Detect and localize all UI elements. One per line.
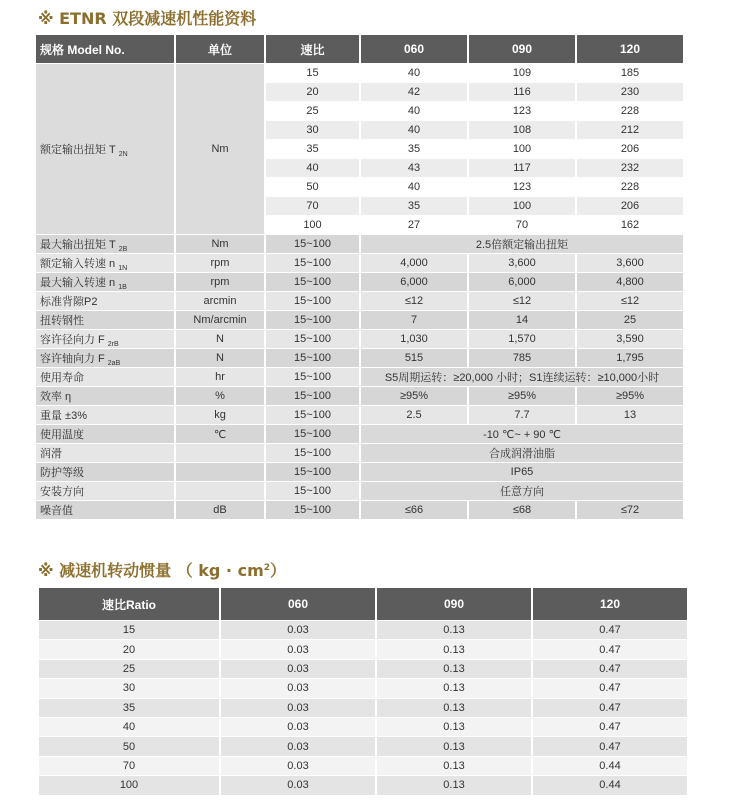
inertia-120: 0.44 <box>533 776 687 794</box>
spec-row <box>36 463 683 481</box>
spec-ratio: 15~100 <box>266 235 359 253</box>
spec-row <box>36 406 683 424</box>
spec-unit: % <box>176 387 264 405</box>
value-060: 42 <box>361 83 467 101</box>
value-060: 35 <box>361 140 467 158</box>
inertia-title-end: ） <box>270 561 287 580</box>
row-label-text: 噪音值 <box>40 505 73 517</box>
inertia-060: 0.03 <box>221 621 375 639</box>
inertia-090: 0.13 <box>377 679 531 697</box>
row-label-text: 标准背隙P2 <box>40 296 98 308</box>
spec-row <box>36 330 683 348</box>
spec-value-090: 3,600 <box>469 254 575 272</box>
inertia-120: 0.47 <box>533 660 687 678</box>
value-090: 116 <box>469 83 575 101</box>
row-label-text: 防护等级 <box>40 467 84 479</box>
spec-value-090: ≥95% <box>469 387 575 405</box>
spec-value-120: ≤72 <box>577 501 683 519</box>
spec-label <box>36 330 174 348</box>
inertia-row <box>39 660 687 678</box>
inertia-row <box>39 737 687 755</box>
spec-label <box>36 349 174 367</box>
spec-value-060: ≤66 <box>361 501 467 519</box>
spec-merged-value: 2.5倍额定输出扭矩 <box>361 235 683 253</box>
inertia-ratio: 15 <box>39 621 219 639</box>
row-label-text: 重量 ±3% <box>40 410 87 422</box>
spec-label <box>36 368 174 386</box>
inertia-row <box>39 679 687 697</box>
inertia-row <box>39 757 687 775</box>
inertia-ratio: 50 <box>39 737 219 755</box>
spec-value-120: 4,800 <box>577 273 683 291</box>
spec-unit: hr <box>176 368 264 386</box>
spec-merged-value: IP65 <box>361 463 683 481</box>
spec-value-060: ≤12 <box>361 292 467 310</box>
header-ratio: 速比 <box>266 35 359 63</box>
spec-row <box>36 482 683 500</box>
spec-ratio: 15~100 <box>266 444 359 462</box>
row-label-text: 使用温度 <box>40 429 84 441</box>
row-label-sub: 2B <box>118 245 128 253</box>
inertia-060: 0.03 <box>221 699 375 717</box>
value-060: 35 <box>361 197 467 215</box>
spec-value-120: 1,795 <box>577 349 683 367</box>
inertia-120: 0.47 <box>533 621 687 639</box>
inertia-ratio: 40 <box>39 718 219 736</box>
spec-label <box>36 482 174 500</box>
spec-value-090: 1,570 <box>469 330 575 348</box>
inertia-090: 0.13 <box>377 660 531 678</box>
spec-row <box>36 273 683 291</box>
spec-ratio: 15~100 <box>266 368 359 386</box>
inertia-060: 0.03 <box>221 757 375 775</box>
spec-merged-value: 任意方向 <box>361 482 683 500</box>
spec-label <box>36 463 174 481</box>
spec-label <box>36 292 174 310</box>
performance-title: ※ ETNR 双段减速机性能资料 <box>38 9 257 28</box>
spec-value-060: 1,030 <box>361 330 467 348</box>
spec-row <box>36 425 683 443</box>
inertia-title <box>38 558 286 581</box>
value-120: 230 <box>577 83 683 101</box>
spec-ratio: 15~100 <box>266 330 359 348</box>
spec-ratio: 15~100 <box>266 387 359 405</box>
value-120: 228 <box>577 102 683 120</box>
spec-value-120: 13 <box>577 406 683 424</box>
spec-merged-value: S5周期运转：≥20,000 小时；S1连续运转：≥10,000小时 <box>361 368 683 386</box>
row-label-text: 润滑 <box>40 448 62 460</box>
spec-unit: Nm/arcmin <box>176 311 264 329</box>
spec-ratio: 15~100 <box>266 349 359 367</box>
value-120: 232 <box>577 159 683 177</box>
spec-value-120: ≥95% <box>577 387 683 405</box>
value-090: 108 <box>469 121 575 139</box>
spec-value-120: 3,590 <box>577 330 683 348</box>
ratio-cell: 25 <box>266 102 359 120</box>
spec-ratio: 15~100 <box>266 406 359 424</box>
row-label-sub: 2rB <box>107 340 119 348</box>
row-label-sub: 2N <box>118 150 128 158</box>
spec-label <box>36 273 174 291</box>
inertia-header-120: 120 <box>533 588 687 620</box>
inertia-title-text: ※ 减速机转动惯量 （ kg · cm <box>38 561 264 580</box>
value-090: 117 <box>469 159 575 177</box>
spec-value-090: ≤68 <box>469 501 575 519</box>
inertia-060: 0.03 <box>221 640 375 658</box>
inertia-ratio: 35 <box>39 699 219 717</box>
header-unit: 单位 <box>176 35 264 63</box>
value-090: 109 <box>469 64 575 82</box>
value-060: 40 <box>361 64 467 82</box>
spec-value-120: 3,600 <box>577 254 683 272</box>
row-label-text: 容许轴向力 F <box>40 352 105 365</box>
row-label-text: 扭转钢性 <box>40 315 84 327</box>
spec-value-060: 7 <box>361 311 467 329</box>
spec-value-090: 6,000 <box>469 273 575 291</box>
row-label-sub: 2aB <box>107 359 121 367</box>
inertia-row <box>39 621 687 639</box>
spec-ratio: 15~100 <box>266 292 359 310</box>
spec-unit <box>176 444 264 462</box>
row-label-sub: 1B <box>118 283 127 291</box>
value-090: 123 <box>469 102 575 120</box>
value-060: 40 <box>361 121 467 139</box>
spec-row <box>36 349 683 367</box>
ratio-cell: 20 <box>266 83 359 101</box>
ratio-cell: 50 <box>266 178 359 196</box>
spec-row <box>36 368 683 386</box>
value-090: 70 <box>469 216 575 234</box>
row-label-text: 额定输入转速 n <box>40 257 116 270</box>
value-060: 43 <box>361 159 467 177</box>
header-090: 090 <box>469 35 575 63</box>
spec-ratio: 15~100 <box>266 463 359 481</box>
rated-torque-unit: Nm <box>176 64 264 234</box>
spec-unit: rpm <box>176 273 264 291</box>
spec-row <box>36 311 683 329</box>
ratio-cell: 35 <box>266 140 359 158</box>
spec-unit: N <box>176 330 264 348</box>
spec-label <box>36 254 174 272</box>
ratio-cell: 30 <box>266 121 359 139</box>
spec-row <box>36 387 683 405</box>
value-120: 206 <box>577 140 683 158</box>
ratio-cell: 40 <box>266 159 359 177</box>
spec-unit <box>176 463 264 481</box>
spec-ratio: 15~100 <box>266 311 359 329</box>
spec-ratio: 15~100 <box>266 254 359 272</box>
inertia-120: 0.44 <box>533 757 687 775</box>
inertia-120: 0.47 <box>533 737 687 755</box>
spec-label <box>36 235 174 253</box>
spec-value-120: ≤12 <box>577 292 683 310</box>
inertia-090: 0.13 <box>377 699 531 717</box>
row-label-text: 最大输入转速 n <box>40 276 116 289</box>
inertia-060: 0.03 <box>221 737 375 755</box>
inertia-ratio: 25 <box>39 660 219 678</box>
spec-ratio: 15~100 <box>266 425 359 443</box>
header-060: 060 <box>361 35 467 63</box>
value-120: 185 <box>577 64 683 82</box>
value-090: 100 <box>469 197 575 215</box>
inertia-090: 0.13 <box>377 757 531 775</box>
ratio-cell: 70 <box>266 197 359 215</box>
value-120: 206 <box>577 197 683 215</box>
spec-value-060: 4,000 <box>361 254 467 272</box>
inertia-120: 0.47 <box>533 679 687 697</box>
inertia-header-ratio: 速比Ratio <box>39 588 219 620</box>
spec-value-060: ≥95% <box>361 387 467 405</box>
rated-torque-label <box>36 64 174 234</box>
performance-table <box>34 34 685 520</box>
inertia-title-sup: 2 <box>263 563 271 573</box>
ratio-cell: 100 <box>266 216 359 234</box>
inertia-row <box>39 718 687 736</box>
spec-merged-value: -10 ℃~ + 90 ℃ <box>361 425 683 443</box>
spec-value-090: 785 <box>469 349 575 367</box>
ratio-row <box>36 64 683 82</box>
spec-ratio: 15~100 <box>266 482 359 500</box>
inertia-060: 0.03 <box>221 660 375 678</box>
spec-label <box>36 444 174 462</box>
inertia-body <box>39 621 687 795</box>
inertia-090: 0.13 <box>377 621 531 639</box>
inertia-090: 0.13 <box>377 737 531 755</box>
spec-value-060: 515 <box>361 349 467 367</box>
inertia-ratio: 70 <box>39 757 219 775</box>
spec-unit <box>176 482 264 500</box>
inertia-header-090: 090 <box>377 588 531 620</box>
spec-value-090: 14 <box>469 311 575 329</box>
spec-value-120: 25 <box>577 311 683 329</box>
inertia-ratio: 20 <box>39 640 219 658</box>
spec-value-060: 2.5 <box>361 406 467 424</box>
value-120: 162 <box>577 216 683 234</box>
value-090: 100 <box>469 140 575 158</box>
spec-unit: rpm <box>176 254 264 272</box>
inertia-120: 0.47 <box>533 718 687 736</box>
spec-label <box>36 501 174 519</box>
inertia-060: 0.03 <box>221 679 375 697</box>
spec-label <box>36 387 174 405</box>
spec-row <box>36 444 683 462</box>
inertia-120: 0.47 <box>533 640 687 658</box>
inertia-120: 0.47 <box>533 699 687 717</box>
value-120: 212 <box>577 121 683 139</box>
ratio-cell: 15 <box>266 64 359 82</box>
row-label-text: 安装方向 <box>40 486 84 498</box>
performance-header-row <box>36 35 683 63</box>
spec-row <box>36 501 683 519</box>
spec-unit: N <box>176 349 264 367</box>
inertia-090: 0.13 <box>377 718 531 736</box>
header-120: 120 <box>577 35 683 63</box>
inertia-060: 0.03 <box>221 776 375 794</box>
row-label-sub: 1N <box>118 264 128 272</box>
row-label-text: 额定输出扭矩 T <box>40 143 116 156</box>
value-060: 40 <box>361 178 467 196</box>
row-label-text: 容许径向力 F <box>40 333 105 346</box>
spec-row <box>36 235 683 253</box>
inertia-090: 0.13 <box>377 640 531 658</box>
value-120: 228 <box>577 178 683 196</box>
row-label-text: 效率 η <box>40 391 72 403</box>
spec-value-090: ≤12 <box>469 292 575 310</box>
spec-unit: arcmin <box>176 292 264 310</box>
spec-row <box>36 292 683 310</box>
row-label-text: 使用寿命 <box>40 372 84 384</box>
row-label-text: 最大输出扭矩 T <box>40 238 116 251</box>
performance-body <box>36 64 683 519</box>
inertia-060: 0.03 <box>221 718 375 736</box>
inertia-row <box>39 776 687 794</box>
spec-ratio: 15~100 <box>266 273 359 291</box>
inertia-row <box>39 640 687 658</box>
spec-label <box>36 425 174 443</box>
value-060: 40 <box>361 102 467 120</box>
header-model: 规格 Model No. <box>36 35 174 63</box>
inertia-ratio: 30 <box>39 679 219 697</box>
inertia-ratio: 100 <box>39 776 219 794</box>
spec-label <box>36 406 174 424</box>
spec-ratio: 15~100 <box>266 501 359 519</box>
spec-unit: dB <box>176 501 264 519</box>
value-060: 27 <box>361 216 467 234</box>
spec-label <box>36 311 174 329</box>
spec-value-090: 7.7 <box>469 406 575 424</box>
inertia-table <box>37 587 689 796</box>
inertia-row <box>39 699 687 717</box>
inertia-header-row <box>39 588 687 620</box>
spec-unit: Nm <box>176 235 264 253</box>
value-090: 123 <box>469 178 575 196</box>
inertia-header-060: 060 <box>221 588 375 620</box>
spec-unit: ℃ <box>176 425 264 443</box>
spec-unit: kg <box>176 406 264 424</box>
spec-value-060: 6,000 <box>361 273 467 291</box>
spec-row <box>36 254 683 272</box>
spec-merged-value: 合成润滑油脂 <box>361 444 683 462</box>
inertia-090: 0.13 <box>377 776 531 794</box>
